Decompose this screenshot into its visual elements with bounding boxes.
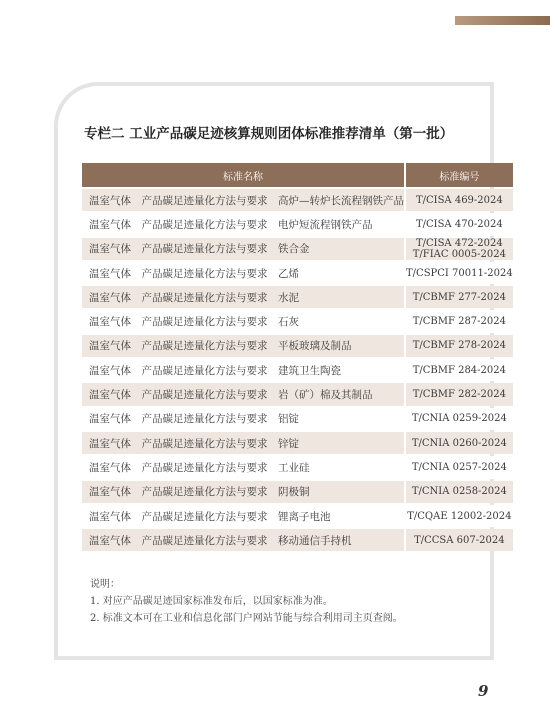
standard-code: T/CISA 469-2024 — [415, 194, 503, 206]
standard-code: T/CISA 470-2024 — [415, 218, 503, 230]
table-row — [82, 505, 513, 527]
table-row — [82, 213, 513, 235]
table-row — [82, 310, 513, 332]
standard-code-cell — [404, 189, 513, 211]
standard-code: T/CBMF 284-2024 — [412, 364, 506, 376]
table-row — [82, 262, 513, 284]
standard-code-cell — [404, 481, 513, 503]
standard-code-cell — [404, 383, 513, 405]
table-row — [82, 408, 513, 430]
standard-name-cell: 温室气体 产品碳足迹量化方法与要求 石灰 — [82, 310, 404, 332]
note-item: 2. 标准文本可在工业和信息化部门户网站节能与综合利用司主页查阅。 — [90, 613, 403, 624]
table-row — [82, 359, 513, 381]
standard-code-cell — [404, 505, 513, 527]
standard-name-cell: 温室气体 产品碳足迹量化方法与要求 平板玻璃及制品 — [82, 335, 404, 357]
standard-code-cell — [404, 213, 513, 235]
standard-code-cell — [404, 456, 513, 478]
standard-code-cell — [404, 335, 513, 357]
standard-name-cell: 温室气体 产品碳足迹量化方法与要求 铁合金 — [82, 238, 404, 260]
standard-code-cell — [404, 359, 513, 381]
standard-name-cell: 温室气体 产品碳足迹量化方法与要求 锌锭 — [82, 432, 404, 454]
standard-code: T/CNIA 0258-2024 — [411, 486, 507, 498]
standard-code: T/CBMF 287-2024 — [412, 316, 506, 328]
standard-code: T/CBMF 277-2024 — [412, 291, 506, 303]
table-row — [82, 238, 513, 260]
table-row — [82, 189, 513, 211]
standard-name-cell: 温室气体 产品碳足迹量化方法与要求 锂离子电池 — [82, 505, 404, 527]
standard-name-cell: 温室气体 产品碳足迹量化方法与要求 工业硅 — [82, 456, 404, 478]
standard-code: T/CBMF 278-2024 — [412, 340, 506, 352]
table-header-row — [82, 163, 513, 187]
table-row — [82, 529, 513, 551]
standard-code: T/CSPCI 70011-2024 — [406, 267, 513, 279]
standard-name-cell: 温室气体 产品碳足迹量化方法与要求 移动通信手持机 — [82, 529, 404, 551]
notes-section — [90, 576, 470, 627]
standard-name-cell: 温室气体 产品碳足迹量化方法与要求 岩（矿）棉及其制品 — [82, 383, 404, 405]
standard-code: T/CNIA 0259-2024 — [411, 413, 507, 425]
standard-code-cell — [404, 408, 513, 430]
page-number: 9 — [478, 682, 489, 700]
standard-code-cell — [404, 262, 513, 284]
standard-code: T/CNIA 0260-2024 — [411, 437, 507, 449]
standard-code: T/CISA 472-2024 — [415, 237, 503, 249]
table-row — [82, 456, 513, 478]
standard-code-cell — [404, 529, 513, 551]
standard-code: T/FIAC 0005-2024 — [412, 248, 506, 260]
standard-code: T/CBMF 282-2024 — [412, 389, 506, 401]
standard-code-cell — [404, 432, 513, 454]
standard-code-cell — [404, 310, 513, 332]
table-row — [82, 335, 513, 357]
standard-code-cell — [404, 238, 513, 260]
notes-heading: 说明： — [90, 579, 120, 590]
standard-code: T/CQAE 12002-2024 — [407, 510, 512, 522]
table-row — [82, 481, 513, 503]
header-standard-name: 标准名称 — [82, 163, 404, 187]
standard-name-cell: 温室气体 产品碳足迹量化方法与要求 铝锭 — [82, 408, 404, 430]
standard-name-cell: 温室气体 产品碳足迹量化方法与要求 电炉短流程钢铁产品 — [82, 213, 404, 235]
standard-name-cell: 温室气体 产品碳足迹量化方法与要求 高炉—转炉长流程钢铁产品 — [82, 189, 404, 211]
standards-table — [82, 161, 513, 553]
standard-code-cell — [404, 286, 513, 308]
table-row — [82, 383, 513, 405]
standard-name-cell: 温室气体 产品碳足迹量化方法与要求 阴极铜 — [82, 481, 404, 503]
note-item: 1. 对应产品碳足迹国家标准发布后，以国家标准为准。 — [90, 596, 333, 607]
standard-name-cell: 温室气体 产品碳足迹量化方法与要求 水泥 — [82, 286, 404, 308]
table-row — [82, 286, 513, 308]
standard-code: T/CCSA 607-2024 — [414, 534, 505, 546]
header-standard-code: 标准编号 — [404, 163, 513, 187]
standard-name-cell: 温室气体 产品碳足迹量化方法与要求 建筑卫生陶瓷 — [82, 359, 404, 381]
page-title: 专栏二 工业产品碳足迹核算规则团体标准推荐清单（第一批） — [84, 126, 454, 142]
decorative-top-bar — [455, 16, 550, 25]
standard-name-cell: 温室气体 产品碳足迹量化方法与要求 乙烯 — [82, 262, 404, 284]
standard-code: T/CNIA 0257-2024 — [411, 461, 507, 473]
table-row — [82, 432, 513, 454]
